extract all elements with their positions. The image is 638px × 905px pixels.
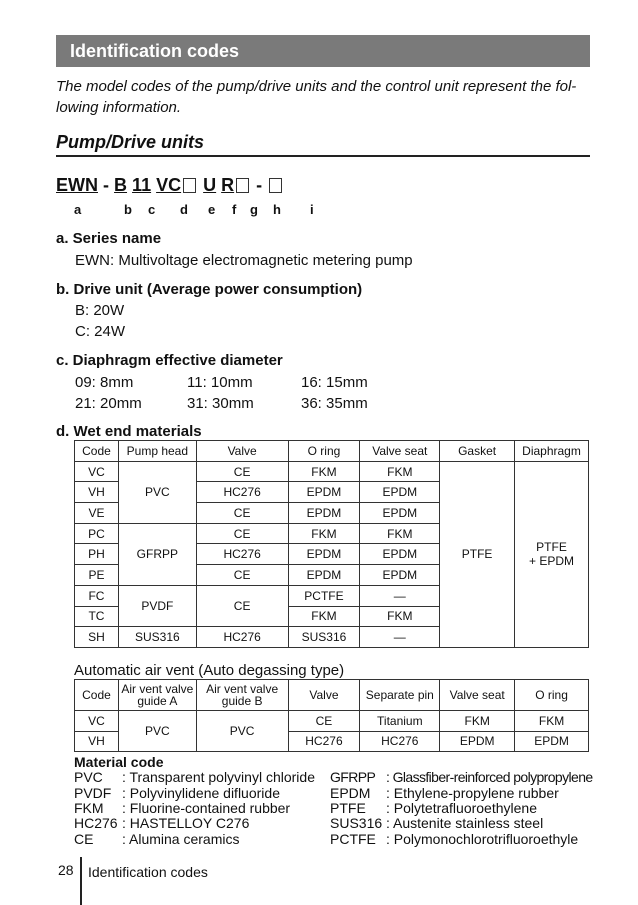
table-row <box>75 711 589 732</box>
intro-text <box>56 76 596 118</box>
header-line: Air vent valve <box>121 682 194 696</box>
air-vent-title: Automatic air vent (Auto degassing type) <box>74 662 345 679</box>
cell-oring: FKM <box>288 606 360 627</box>
material-desc: : Austenite stainless steel <box>386 815 544 831</box>
material-desc: : Alumina ceramics <box>122 831 240 847</box>
column-header: Code <box>75 441 119 462</box>
cell-oring: FKM <box>288 461 360 482</box>
material-abbr: EPDM <box>330 785 371 801</box>
code-b: B <box>114 175 128 195</box>
cell-code: VH <box>75 482 119 503</box>
material-entry <box>74 786 280 801</box>
cell-pump-head: GFRPP <box>118 523 196 585</box>
footer-divider <box>80 857 82 905</box>
material-desc: : Polyvinylidene difluoride <box>122 785 280 801</box>
diameter-value: 21: 20mm <box>75 395 142 412</box>
material-entry <box>330 786 559 801</box>
cell-pin: HC276 <box>360 731 440 752</box>
air-vent-table <box>74 679 589 752</box>
material-entry <box>74 801 290 816</box>
code-letter: e <box>208 202 216 217</box>
model-code <box>56 175 284 196</box>
diameter-value: 11: 10mm <box>187 374 253 391</box>
cell-seat: EPDM <box>360 503 440 524</box>
drive-unit-title: b. Drive unit (Average power consumption) <box>56 281 363 298</box>
diaphragm-title: c. Diaphragm effective diameter <box>56 352 283 369</box>
cell-code: FC <box>75 585 119 606</box>
cell-code: VE <box>75 503 119 524</box>
material-abbr: PTFE <box>330 800 366 816</box>
material-entry <box>74 770 315 785</box>
column-header: Valve <box>196 441 288 462</box>
cell-valve: CE <box>196 523 288 544</box>
header-line: guide B <box>221 694 263 708</box>
code-dash: - <box>103 175 110 195</box>
cell-guide-b: PVC <box>196 711 288 752</box>
material-abbr: PCTFE <box>330 831 376 847</box>
cell-code: PH <box>75 544 119 565</box>
cell-code: PC <box>75 523 119 544</box>
cell-oring: FKM <box>288 523 360 544</box>
cell-code: PE <box>75 565 119 586</box>
material-abbr: HC276 <box>74 815 118 831</box>
material-desc: : Polytetrafluoroethylene <box>386 800 537 816</box>
cell-valve: CE <box>288 711 360 732</box>
cell-seat: FKM <box>360 523 440 544</box>
material-entry <box>330 801 537 816</box>
section-title: Pump/Drive units <box>56 132 205 152</box>
intro-line: The model codes of the pump/drive units and the control unit represent the fol- <box>56 78 577 95</box>
material-abbr: PVDF <box>74 785 112 801</box>
diameter-value: 36: 35mm <box>301 395 368 412</box>
material-entry <box>330 832 578 847</box>
diameter-value: 16: 15mm <box>301 374 368 391</box>
cell-seat: FKM <box>360 606 440 627</box>
code-letter: b <box>124 202 132 217</box>
drive-unit-b: B: 20W <box>75 302 125 319</box>
code-placeholder-box <box>269 178 282 193</box>
code-11: 11 <box>132 175 152 195</box>
diameter-value: 09: 8mm <box>75 374 134 391</box>
diaphragm-line: PTFE <box>536 540 567 555</box>
material-abbr: CE <box>74 831 94 847</box>
column-header: Diaphragm <box>515 441 589 462</box>
cell-gasket: PTFE <box>440 461 515 647</box>
table-header-row <box>75 680 589 711</box>
code-letter: a <box>74 202 82 217</box>
material-abbr: FKM <box>74 800 104 816</box>
code-dash: - <box>256 175 263 195</box>
column-header <box>118 680 196 711</box>
diaphragm-line: + EPDM <box>529 554 575 569</box>
cell-valve: HC276 <box>196 544 288 565</box>
column-header: Valve <box>288 680 360 711</box>
column-header: Code <box>75 680 119 711</box>
series-name-title: a. Series name <box>56 230 162 247</box>
material-abbr: GFRPP <box>330 769 376 785</box>
cell-oring: EPDM <box>288 565 360 586</box>
code-ewn: EWN <box>56 175 98 195</box>
code-letter: c <box>148 202 156 217</box>
cell-valve: HC276 <box>288 731 360 752</box>
cell-code: VC <box>75 461 119 482</box>
cell-oring: EPDM <box>288 503 360 524</box>
cell-valve: CE <box>196 565 288 586</box>
cell-seat: FKM <box>360 461 440 482</box>
material-desc: : Ethylene-propylene rubber <box>386 785 559 801</box>
material-entry <box>74 816 249 831</box>
footer-section-label: Identification codes <box>88 864 208 880</box>
material-entry <box>74 832 239 847</box>
cell-seat: EPDM <box>360 482 440 503</box>
cell-seat: EPDM <box>360 565 440 586</box>
cell-seat: FKM <box>440 711 515 732</box>
material-desc: : Fluorine-contained rubber <box>122 800 291 816</box>
material-entry <box>330 770 593 785</box>
material-desc: : Polymonochlorotrifluoroethyle <box>386 831 579 847</box>
code-r: R <box>221 175 235 195</box>
column-header: Gasket <box>440 441 515 462</box>
material-abbr: PVC <box>74 769 103 785</box>
code-letter: g <box>250 202 258 217</box>
code-letter: h <box>273 202 281 217</box>
cell-code: TC <box>75 606 119 627</box>
cell-pump-head: SUS316 <box>118 627 196 648</box>
code-placeholder-box <box>236 178 249 193</box>
table-row <box>75 461 589 482</box>
code-letter: f <box>232 202 237 217</box>
cell-pump-head: PVC <box>118 461 196 523</box>
wet-end-table <box>74 440 589 648</box>
code-vc: VC <box>156 175 182 195</box>
column-header: Separate pin <box>360 680 440 711</box>
cell-seat: — <box>360 585 440 606</box>
series-name-text: EWN: Multivoltage electromagnetic metering pump <box>75 252 413 269</box>
cell-seat: EPDM <box>440 731 515 752</box>
code-letter: i <box>310 202 314 217</box>
column-header: Pump head <box>118 441 196 462</box>
material-desc: : Glassfiber-reinforced polypropylene <box>386 769 593 785</box>
cell-seat: EPDM <box>360 544 440 565</box>
table-header-row <box>75 441 589 462</box>
intro-line: lowing information. <box>56 99 182 116</box>
cell-oring: EPDM <box>288 544 360 565</box>
cell-code: VH <box>75 731 119 752</box>
cell-pump-head: PVDF <box>118 585 196 626</box>
section-divider <box>56 155 590 157</box>
column-header: Valve seat <box>440 680 515 711</box>
cell-oring: EPDM <box>515 731 589 752</box>
cell-oring: EPDM <box>288 482 360 503</box>
cell-pin: Titanium <box>360 711 440 732</box>
cell-valve: CE <box>196 461 288 482</box>
cell-valve: CE <box>196 503 288 524</box>
cell-diaphragm <box>515 461 589 647</box>
material-desc: : Transparent polyvinyl chloride <box>122 769 315 785</box>
column-header: O ring <box>515 680 589 711</box>
header-line: guide A <box>137 694 178 708</box>
column-header: Valve seat <box>360 441 440 462</box>
cell-oring: PCTFE <box>288 585 360 606</box>
cell-code: SH <box>75 627 119 648</box>
material-entry <box>330 816 543 831</box>
cell-oring: FKM <box>515 711 589 732</box>
material-desc: : HASTELLOY C276 <box>122 815 250 831</box>
page-number: 28 <box>58 862 74 878</box>
section-header: Identification codes <box>56 35 590 67</box>
cell-valve: HC276 <box>196 627 288 648</box>
cell-seat: — <box>360 627 440 648</box>
code-letter: d <box>180 202 188 217</box>
header-line: Air vent valve <box>206 682 279 696</box>
column-header <box>196 680 288 711</box>
material-abbr: SUS316 <box>330 815 383 831</box>
cell-guide-a: PVC <box>118 711 196 752</box>
material-code-title: Material code <box>74 754 164 770</box>
wet-end-title: d. Wet end materials <box>56 423 202 440</box>
diameter-value: 31: 30mm <box>187 395 254 412</box>
code-placeholder-box <box>183 178 196 193</box>
drive-unit-c: C: 24W <box>75 323 126 340</box>
cell-code: VC <box>75 711 119 732</box>
cell-oring: SUS316 <box>288 627 360 648</box>
cell-valve: CE <box>196 585 288 626</box>
column-header: O ring <box>288 441 360 462</box>
code-u: U <box>203 175 217 195</box>
cell-valve: HC276 <box>196 482 288 503</box>
